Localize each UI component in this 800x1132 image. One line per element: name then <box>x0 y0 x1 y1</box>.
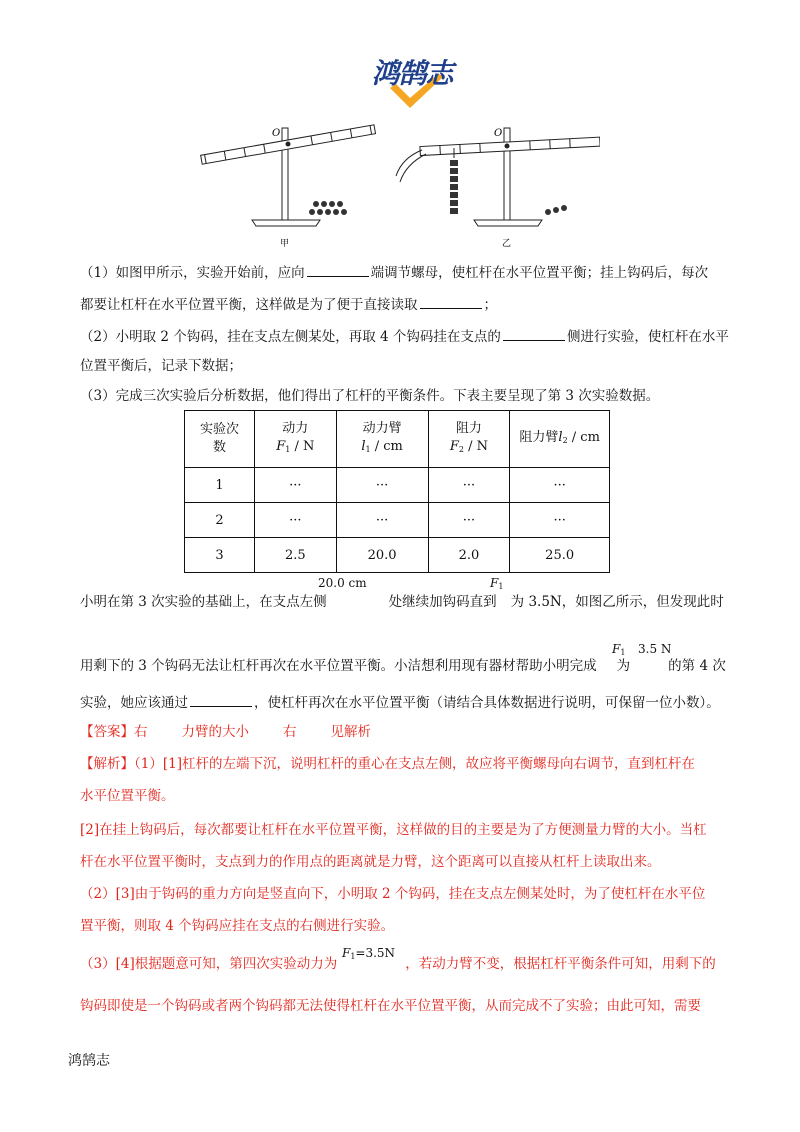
question-3-line-3: 用剩下的 3 个钩码无法让杠杆再次在水平位置平衡。小洁想利用现有器材帮助小明完成 为 的第 4 次 <box>80 658 726 674</box>
analysis-p1-line-1: 【解析】（1）[1]杠杆的左端下沉，说明杠杆的重心在支点左侧，故应将平衡螺母向右调节，直到杠杆在 <box>80 756 695 772</box>
pivot-label-right: O <box>494 128 503 139</box>
question-3-line-2: 小明在第 3 次实验的基础上，在支点左侧 处继续加钩码直到 为 3.5N，如图乙所示，但发现此时 <box>80 594 724 610</box>
logo <box>352 52 472 110</box>
table-header-cell: 阻力臂$l_2$ / cm <box>510 411 610 468</box>
answer-line: 【答案】右 力臂的大小 右 见解析 <box>80 724 371 740</box>
question-2-line-1: （2）小明取 2 个钩码，挂在支点左侧某处，再取 4 个钩码挂在支点的 侧进行实验，使杠杆在水平 <box>80 326 740 347</box>
spare-weights-right <box>545 205 567 215</box>
footer-text: 鸿鹄志 <box>68 1053 110 1069</box>
blank-2 <box>420 294 482 309</box>
figure-label-left: 甲 <box>280 239 290 249</box>
pivot-label-left: O <box>272 128 281 139</box>
table-header-cell: 实验次 数 <box>185 411 255 468</box>
analysis-tag: 【解析】 <box>80 756 134 772</box>
analysis-p2-line-1: [2]在挂上钩码后，每次都要让杠杆在水平位置平衡，这样做的目的主要是为了方便测量力臂的大小。当杠 <box>80 822 707 838</box>
table-row: 1 ··· ··· ··· ··· <box>185 468 610 503</box>
inline-force-value: 3.5 N <box>638 642 672 656</box>
blank-1 <box>307 262 369 277</box>
table-row: 3 2.5 20.0 2.0 25.0 <box>185 538 610 573</box>
analysis-p4-line-1: （3）[4]根据题意可知，第四次实验动力为 ，若动力臂不变，根据杠杆平衡条件可知，用剩下的 <box>80 956 716 972</box>
analysis-p3-line-1: （2）[3]由于钩码的重力方向是竖直向下，小明取 2 个钩码，挂在支点左侧某处时，为了使杠杆在水平位 <box>80 886 706 902</box>
hook-weights-left <box>309 201 347 215</box>
question-3-line-4: 实验，她应该通过 ，使杠杆再次在水平位置平衡（请结合具体数据进行说明，可保留一位小数）。 <box>80 692 740 713</box>
figure-label-right: 乙 <box>502 239 512 249</box>
question-2-line-2: 位置平衡后，记录下数据； <box>80 358 242 374</box>
logo-text: 鸿鹄志 <box>371 57 453 90</box>
inline-force-symbol: $F_1$ <box>490 576 504 591</box>
analysis-p3-line-2: 置平衡，则取 4 个钩码应挂在支点的右侧进行实验。 <box>80 918 395 934</box>
table-header-row <box>185 411 610 468</box>
blank-4 <box>190 692 252 707</box>
lever-figure <box>190 118 600 250</box>
lever-apparatus-left <box>201 125 376 226</box>
question-1-line-1: （1）如图甲所示，实验开始前，应向 端调节螺母，使杠杆在水平位置平衡；挂上钩码后，每次 <box>80 262 740 283</box>
table-header-cell: 阻力 $F_2$ / N <box>428 411 510 468</box>
answer-tag: 【答案】 <box>80 724 134 740</box>
hanging-weights-right <box>450 160 458 214</box>
analysis-p2-line-2: 杆在水平位置平衡时，支点到力的作用点的距离就是力臂，这个距离可以直接从杠杆上读取出来。 <box>80 854 661 870</box>
table-row: 2 ··· ··· ··· ··· <box>185 503 610 538</box>
table-header-cell: 动力臂 $l_1$ / cm <box>336 411 428 468</box>
analysis-p1-line-2: 水平位置平衡。 <box>80 788 175 804</box>
lever-apparatus-right <box>396 128 600 226</box>
inline-formula: $F_1=3.5N$ <box>342 946 396 961</box>
inline-length-value: 20.0 cm <box>318 576 367 590</box>
question-3-line-1: （3）完成三次实验后分析数据，他们得出了杠杆的平衡条件。下表主要呈现了第 3 次实验数据。 <box>80 388 660 404</box>
question-1-line-2: 都要让杠杆在水平位置平衡，这样做是为了便于直接读取 ； <box>80 294 740 315</box>
analysis-p4-line-2: 钩码即使是一个钩码或者两个钩码都无法使得杠杆在水平位置平衡，从而完成不了实验；由此可知，需要 <box>80 998 701 1014</box>
blank-3 <box>503 326 565 341</box>
data-table <box>184 410 610 573</box>
table-header-cell: 动力 $F_1$ / N <box>254 411 336 468</box>
inline-force-symbol-2: $F_1$ <box>612 642 626 657</box>
